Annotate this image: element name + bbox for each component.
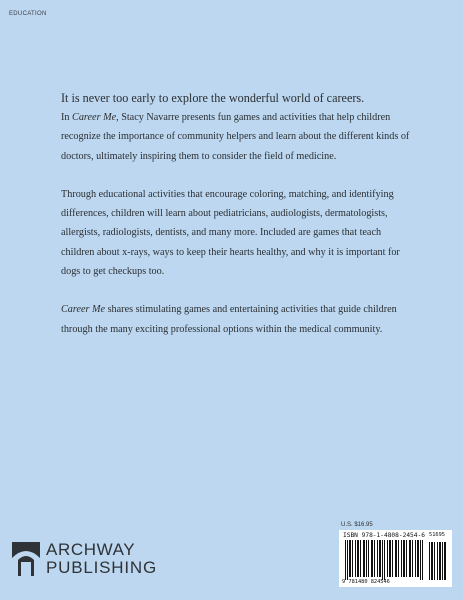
publisher-name-line2: PUBLISHING: [46, 558, 157, 577]
barcode-digits: 9 781480 824546: [342, 579, 390, 585]
ean-barcode-icon: [343, 540, 425, 580]
p3-text: shares stimulating games and entertaining activities that guide children through the many exciting professional options within the medical community.: [61, 304, 397, 335]
barcode: [339, 530, 452, 587]
publisher-name-line1: ARCHWAY: [46, 540, 136, 559]
back-cover-blurb: [61, 90, 416, 358]
book-title: Career Me,: [72, 112, 119, 123]
p1-prefix: In: [61, 112, 73, 123]
addon-barcode-icon: [428, 536, 448, 580]
isbn-text: ISBN 978-1-4808-2454-6: [343, 532, 425, 539]
publisher-logo: [12, 541, 157, 576]
blurb-lead: It is never too early to explore the wonderful world of careers.: [61, 91, 365, 105]
book-title: Career Me: [61, 304, 106, 316]
blurb-paragraph-1: [61, 108, 416, 166]
blurb-paragraph-2: Through educational activities that encourage coloring, matching, and identifying differences, children will learn about pediatricians, audiologists, dermatologists, allergists, radiologists, dentists, and many more. Included are games that teach children about x-rays, ways to keep their hearts healthy, and why it is important for dogs to get checkups too.: [61, 188, 400, 278]
p1-text: Stacy Navarre presents fun games and activities that help children recognize the importance of community helpers and learn about the different kinds of doctors, ultimately inspiring them to consider the field of medicine.: [61, 112, 410, 162]
price-label: U.S. $16.95: [341, 522, 373, 528]
archway-logo-icon: [12, 542, 40, 576]
blurb-paragraph-3: [61, 300, 416, 339]
addon-price-code: 51695: [429, 532, 445, 538]
category-label: EDUCATION: [9, 11, 47, 17]
